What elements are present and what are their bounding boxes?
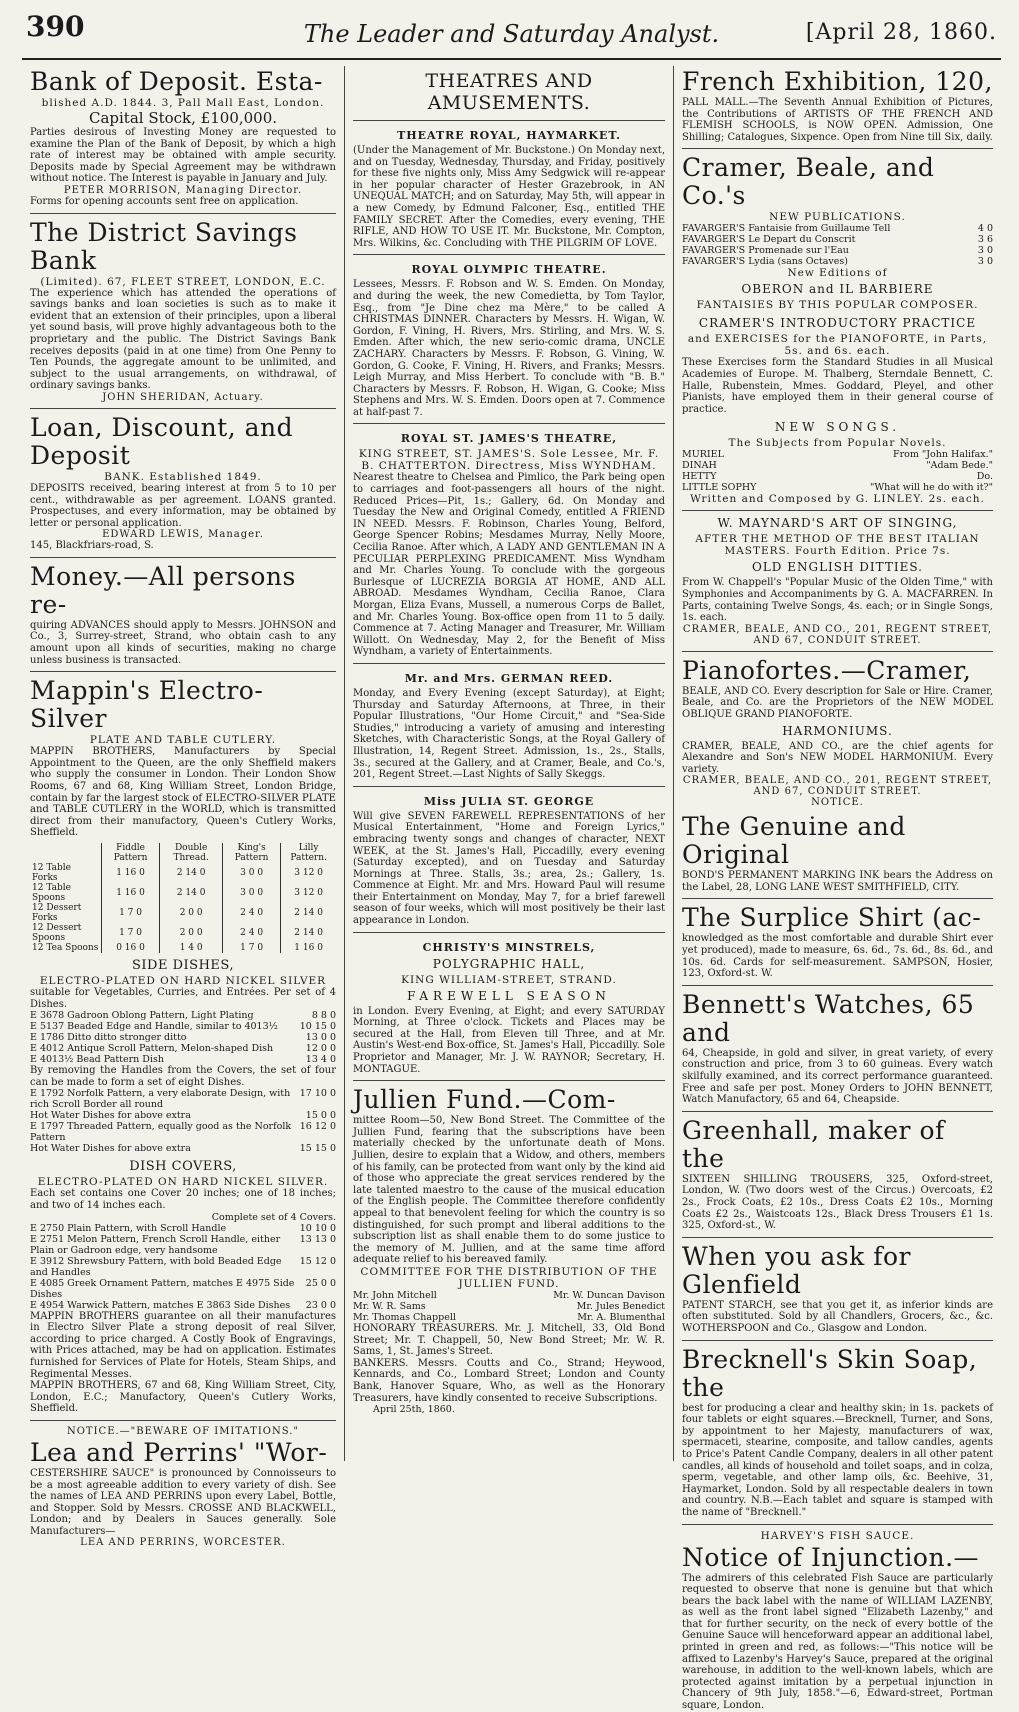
table-row [30,883,336,903]
ad-subtitle: PLATE AND TABLE CUTLERY. [89,734,277,747]
ad-haymarket [353,129,665,249]
item-price: 15 15 0 [299,1143,336,1155]
ad-new-songs [682,420,993,505]
ad-side-dishes [30,958,336,1154]
table-cell: 2 14 0 [160,863,223,883]
divider [353,1080,665,1081]
ad-title: The Genuine and Original [682,812,906,870]
member-name: Mr. W. Duncan Davison [553,1289,665,1301]
table-row [30,863,336,883]
item-price: 10 10 0 [299,1222,336,1234]
ad-body: PATENT STARCH, see that you get it, as inferior kinds are often substituted. Sold by all Chandlers, Grocers, &c., &c. WOTHERSPOON and Co., Glasgow and London. [682,1299,993,1334]
song-source: Do. [976,471,993,483]
list-item [30,1223,336,1234]
table-cell: 1 16 0 [281,943,336,953]
ad-genuine-marking-ink [682,813,993,893]
item-price: 17 10 0 [299,1088,336,1100]
ad-signature: CRAMER, BEALE, AND CO., 201, REGENT STREET, AND 67, CONDUIT STREET. [682,775,993,798]
divider [682,1111,993,1112]
column-2 [344,66,674,1461]
list-item [353,1290,665,1301]
ad-body: From W. Chappell's "Popular Music of the Olden Time," with Symphonies and Accompaniments by G. A. MACFARREN. In Parts, containing Twelve Songs, 4s. each; or in Single Songs, 1s. each. [682,577,993,624]
theatre-title: ROYAL OLYMPIC THEATRE. [411,263,607,277]
table-header: Lilly Pattern. [281,843,336,863]
list-item [682,245,993,256]
ad-jullien-fund [353,1086,665,1415]
list-item [682,223,993,234]
ad-title: French Exhibition, 120, [682,67,993,96]
divider [30,1420,336,1421]
list-item [30,1110,336,1121]
ad-body: in London. Every Evening, at Eight; and every SATURDAY Morning, at Three o'clock. Tickets and Places may be secured at the Hall, from Eleven till Three, and at Mr. Austin's West-end Box-office, St. James's Hall, Piccadilly. Sole Proprietor and Manager, Mr. J. W. RAYNOR; Secretary, H. MONTAGUE. [353,1005,665,1075]
table-cell: 3 0 0 [222,863,280,883]
ad-title: Bank of Deposit. Esta- [30,67,323,96]
column-head-label: Complete set of 4 Covers. [211,1211,336,1223]
ad-harvey-fish-sauce [682,1530,993,1712]
list-item [682,482,993,493]
ad-body: DEPOSITS received, bearing interest at from 5 to 10 per cent., withdrawable as per agreement. LOANS granted. Prospectuses, and every information, may be obtained by letter or personal application. [30,482,336,529]
section-note: By removing the Handles from the Covers, the set of four can be made to form a set of eight Dishes. [30,1065,336,1088]
member-name: Mr. Jules Benedict [576,1300,665,1312]
list-item [30,1010,336,1021]
song-credit: Written and Composed by G. LINLEY. 2s. each. [690,493,985,506]
divider [353,786,665,787]
table-cell: 12 Tea Spoons [32,943,99,953]
ad-dish-covers [30,1159,336,1415]
item-label: E 4085 Greek Ornament Pattern, matches E 4975 Side Dishes [30,1277,295,1300]
member-name: Mr. W. R. Sams [353,1300,426,1312]
item-label: Hot Water Dishes for above extra [30,1110,191,1122]
item-label: E 2750 Plain Pattern, with Scroll Handle [30,1222,227,1234]
song-source: "What will he do with it?" [869,482,993,494]
song-title: DINAH [682,460,717,472]
section-subtitle: ELECTRO-PLATED ON HARD NICKEL SILVER [39,975,327,987]
ad-title: When you ask for Glenfield [682,1241,911,1299]
divider [682,148,993,149]
table-cell: 2 4 0 [222,903,280,923]
ad-body: mittee Room—50, New Bond Street. The Committee of the Jullien Fund, fearing that the subscriptions have been materially checked by the unfortunate death of Mons. Jullien, desire to explain that a Widow, and others, members of his family, can be protected from want only by the kind aid of those who appreciate the great services rendered by the late talented maestro to the cause of the musical education of the English people. The Committee therefore confidently appeal to that benevolent feeling for which the country is so distinguished, for such prompt and liberal additions to the subscription list as shall enable them to do some justice to the memory of M. Jullien, and at the same time afford adequate relief to his bereaved family. [353,1115,665,1266]
section-title: DISH COVERS, [129,1159,237,1175]
ad-julia-st-george [353,795,665,927]
ad-body: MAPPIN BROTHERS, Manufacturers by Special Appointment to the Queen, are the only Sheffield makers who supply the consumer in London. Their London Show Rooms, 67 and 68, King William Street, London Bridge, contain by far the largest stock of ELECTRO-SILVER PLATE and TABLE CUTLERY in the WORLD, which is transmitted direct from their manufactory, Queen's Cutlery Works, Sheffield. [30,746,336,839]
masthead-title: The Leader and Saturday Analyst. [303,20,720,48]
divider [682,1237,993,1238]
ad-title: Brecknell's Skin Soap, the [682,1344,978,1402]
ad-subtitle: NEW PUBLICATIONS. [769,211,906,224]
member-name: Mr. John Mitchell [353,1289,437,1301]
item-price: 3 0 [977,256,993,268]
fantasies-line: FANTAISIES BY THIS POPULAR COMPOSER. [696,299,979,312]
ad-cramer-beale [682,154,993,311]
item-label: FAVARGER'S Le Depart du Conscrit [682,234,856,246]
item-price: 10 15 0 [299,1021,336,1033]
list-item [30,1300,336,1311]
ad-title: Greenhall, maker of the [682,1115,945,1173]
ad-body: knowledged as the most comfortable and durable Shirt ever yet produced), made to measure, 6s. 6d., 7s. 6d., 8s. 6d., and 10s. 6d. Cards for self-measurement. SAMPSON, Hosier, 123, Oxford-st. W. [682,933,993,980]
list-item [30,1234,336,1256]
list-item [30,1043,336,1054]
table-row [30,943,336,953]
table-cell: 3 12 0 [281,883,336,903]
list-item [30,1278,336,1300]
table-cell: 2 0 0 [160,923,223,943]
table-cell: 12 Dessert Forks [32,903,82,923]
ad-body: These Exercises form the Standard Studies in all Musical Academies of Europe. M. Thalberg, Sterndale Bennett, C. Halle, Rubenstein, Mmes. Goddard, Pleyel, and other Pianists, have employed them in their general course of practice. [682,357,993,415]
song-title: HETTY [682,471,717,483]
page-header [22,0,1001,60]
ad-body: MAPPIN BROTHERS guarantee on all their manufactures in Electro Silver Plate a strong deposit of real Silver, according to price charged. A Costly Book of Engravings, with Prices attached, may be had on application. Estimates furnished for Services of Plate for Hotels, Steam Ships, and Regimental Messes. [30,1310,336,1380]
ad-body: SIXTEEN SHILLING TROUSERS, 325, Oxford-street, London, W. (Two doors west of the Circus.) Overcoats, £2 2s., Frock Coats, £2 10s., Dress Coats £2 10s., Morning Coats £2 2s., Waistcoats 12s., Black Dress Trousers £1 1s. 325, Oxford-st., W. [682,1173,993,1232]
ad-signature: PETER MORRISON, Managing Director. [63,184,303,196]
item-label: E 4013½ Bead Pattern Dish [30,1054,164,1066]
ad-body: PALL MALL.—The Seventh Annual Exhibition of Pictures, the Contributions of ARTISTS OF THE FRENCH AND FLEMISH SCHOOLS, is NOW OPEN. Admission, One Shilling; Catalogues, Sixpence. Open from Nine till Six, daily. [682,97,993,143]
list-item [682,449,993,460]
ad-olympic [353,263,665,418]
committee-title: COMMITTEE FOR THE DISTRIBUTION OF THE JULLIEN FUND. [360,1265,658,1290]
table-cell: 1 16 0 [101,883,160,903]
table-cell: 2 4 0 [222,923,280,943]
table-cell: 0 16 0 [101,943,160,953]
columns [22,66,1001,1712]
song-source: From "John Halifax." [893,449,993,461]
new-editions: New Editions of [787,267,888,280]
theatre-title: Miss JULIA ST. GEORGE [423,794,595,808]
ad-address: MAPPIN BROTHERS, 67 and 68, King William Street, City, London, E.C.; Manufactory, Queen's Cutlery Works, Sheffield. [30,1380,336,1415]
item-price: 25 0 0 [305,1277,336,1289]
ad-title: Jullien Fund.—Com- [353,1085,616,1115]
table-cell: 3 0 0 [222,883,280,903]
ad-body: Nearest theatre to Chelsea and Pimlico, the Park being open to carriages and foot-passengers all hours of the night. Reduced Prices—Pit, 1s.; Gallery, 6d. On Monday and Tuesday the New and Original Comedy, entitled A FRIEND IN NEED. Messrs. F. Robinson, Charles Young, Belford, George Spencer Robins; Mesdames Murray, Nelly Moore, Cecilia Ranoe. After which, A LADY AND GENTLEMAN IN A PECULIAR PERPLEXING PREDICAMENT. Miss Wyndham and Mr. Charles Young. To conclude with the gorgeous Burlesque of LUCREZIA BORGIA AT HOME, AND ALL ABROAD. Mesdames Wyndham, Cecilia Ranoe, Clara Morgan, Eliza Evans, Mussell, a numerous Corps de Ballet, and Mr. Charles Young. Box-office open from 11 to 5 daily. Commence at 7. Acting Manager and Treasurer, Mr. William Willott. On Wednesday, May 2, for the Benefit of Miss Wyndham, a variety of Entertainments. [353,472,665,658]
divider [30,557,336,558]
ad-body: BOND'S PERMANENT MARKING INK bears the Address on the Label, 28, LONG LANE WEST SMITHFIELD, CITY. [682,870,993,893]
ad-signature: CRAMER, BEALE, AND CO., 201, REGENT STREET, AND 67, CONDUIT STREET. [682,623,993,646]
ad-maynard-singing [682,516,993,645]
ad-bank-of-deposit [30,68,336,208]
item-label: E 4954 Warwick Pattern, matches E 3863 Side Dishes [30,1299,291,1311]
list-item [682,234,993,245]
list-item [682,256,993,267]
table-cell: 12 Dessert Spoons [32,923,82,943]
section-subtitle: ELECTRO-PLATED ON HARD NICKEL SILVER. [37,1176,329,1189]
ad-body: Monday, and Every Evening (except Saturday), at Eight; Thursday and Saturday Afternoons, at Three, in their Popular Illustrations, "Our Home Circuit," and "Sea-Side Studies," introducing a variety of amusing and interesting Sketches, with Characteristic Songs, at the Royal Gallery of Illustration, 14, Regent Street. Admission, 1s., 2s., Stalls, 3s., secured at the Gallery, and at Cramer, Beale, and Co.'s, 201, Regent Street.—Last Nights of Sally Skeggs. [353,687,665,781]
ad-body: Will give SEVEN FAREWELL REPRESENTATIONS of her Musical Entertainment, "Home and Foreign Lyrics," embracing twenty songs and changes of character, NEXT WEEK, at the St. James's Hall, Piccadilly, every evening (Saturday excepted), and on Tuesday and Saturday Mornings at Three. Stalls, 3s.; area, 2s.; Gallery, 1s. Commence at Eight. Mr. and Mrs. Howard Paul will resume their Entertainment on Monday, May 7, for a brief farewell season of four weeks, which will most positively be their last appearance in London. [353,810,665,927]
divider [30,213,336,214]
song-source: "Adam Bede." [926,460,993,472]
list-item [30,1256,336,1278]
ad-title: Mappin's Electro-Silver [30,676,264,734]
song-title: LITTLE SOPHY [682,482,757,494]
item-price: 12 0 0 [305,1043,336,1055]
item-price: 15 0 0 [305,1110,336,1122]
table-cell: 1 7 0 [101,923,160,943]
table-cell: 3 12 0 [281,863,336,883]
divider [353,120,665,121]
section-intro: suitable for Vegetables, Curries, and Entrées. Per set of 4 Dishes. [30,987,336,1010]
ad-body-2: CRAMER, BEALE, AND CO., are the chief agents for Alexandre and Son's NEW MODEL HARMONIUM. Every variety. [682,740,993,775]
column-3 [674,66,1001,1712]
table-cell: 2 14 0 [281,903,336,923]
ad-title: W. MAYNARD'S ART OF SINGING, [717,516,958,531]
table-row [30,923,336,943]
ad-title: CRAMER'S INTRODUCTORY PRACTICE [698,316,977,331]
ad-title: Pianofortes.—Cramer, [682,655,972,685]
list-item [30,1143,336,1154]
theatre-title: THEATRE ROYAL, HAYMARKET. [397,129,621,142]
divider [353,663,665,664]
ad-signature: LEA AND PERRINS, WORCESTER. [80,1537,286,1549]
ad-body: CESTERSHIRE SAUCE" is pronounced by Connoisseurs to be a most agreeable addition to every variety of dish. See the names of LEA AND PERRINS upon every Label, Bottle, and Stopper. Sold by Messrs. CROSSE AND BLACKWELL, London; and by Dealers in Sauces generally. Sole Manufacturers— [30,1467,336,1537]
page-number: 390 [26,10,85,43]
table-cell: 1 7 0 [101,903,160,923]
divider [682,651,993,652]
ad-christys-minstrels [353,941,665,1076]
ad-notice: NOTICE.—"BEWARE OF IMITATIONS." [66,1425,300,1437]
list-item [30,1054,336,1065]
divider [682,898,993,899]
ad-title: Money.—All persons re- [30,561,296,619]
item-price: 3 0 [977,245,993,257]
ad-french-exhibition [682,68,993,143]
member-name: Mr. A. Blumenthal [577,1311,665,1323]
item-label: FAVARGER'S Lydia (sans Octaves) [682,256,848,268]
ad-body: The admirers of this celebrated Fish Sauce are particularly requested to observe that none is genuine but that which bears the back label with the name of WILLIAM LAZENBY, as well as the front label signed "Elizabeth Lazenby," and that for further security, on the neck of every bottle of the Genuine Sauce will henceforward appear an additional label, printed in green and red, as follows:—"This notice will be affixed to Lazenby's Harvey's Sauce, prepared at the original warehouse, in addition to the well-known labels, which are protected against imitation by a perpetual injunction in Chancery of 9th July, 1858."—6, Edward-street, Portman square, London. [682,1572,993,1712]
ad-subtitle: The Subjects from Popular Novels. [728,437,947,450]
ad-money-advances [30,563,336,666]
ad-german-reed [353,672,665,781]
item-label: E 4012 Antique Scroll Pattern, Melon-shaped Dish [30,1043,274,1055]
list-item [30,1088,336,1110]
item-label: E 3912 Shrewsbury Pattern, with bold Beaded Edge and Handles [30,1255,282,1278]
divider [30,671,336,672]
item-price: 15 12 0 [299,1255,336,1267]
divider [353,423,665,424]
divider [353,932,665,933]
ad-subtitle: and EXERCISES for the PIANOFORTE, in Parts, 5s. and 6s. each. [687,333,988,358]
item-label: Hot Water Dishes for above extra [30,1143,191,1155]
item-price: 23 0 0 [305,1299,336,1311]
song-title: MURIEL [682,449,724,461]
ad-greenhall-trousers [682,1117,993,1232]
table-header: King's Pattern [222,843,280,863]
ad-mappin-electro-silver [30,677,336,953]
ad-body: The experience which has attended the operations of savings banks and loan societies is such as to make it evident that an extension of their principles, upon a liberal yet sound basis, will prove highly advantageous both to the proprietary and the public. The District Savings Bank receives deposits (paid in at one time) from One Penny to Ten Pounds, the aggregate amount to be unlimited, and subject to the usual arrangements, on withdrawal, of ordinary savings banks. [30,287,336,392]
list-item [30,1032,336,1043]
ad-body: best for producing a clear and healthy skin; in 1s. packets of four tablets or eight squares.—Brecknell, Turner, and Sons, by appointment to her Majesty, manufacturers of wax, spermaceti, stearine, composite, and tallow candles, agents to Price's Patent Candle Company, dealers in all other patent candles, all kinds of household and toilet soaps, and in colza, sperm, vegetable, and other lamp oils, &c. Beehive, 31, Haymarket, London. Sold by all respectable dealers in town and country. N.B.—Each tablet and square is stamped with the name of "Brecknell." [682,1402,993,1518]
table-cell: 1 7 0 [222,943,280,953]
item-label: FAVARGER'S Fantaisie from Guillaume Tell [682,223,891,235]
item-price: 13 4 0 [305,1054,336,1066]
ad-brecknell-soap [682,1346,993,1519]
list-item [682,460,993,471]
ad-body: BEALE, AND CO. Every description for Sale or Hire. Cramer, Beale, and Co. are the Proprietors of the NEW MODEL OBLIQUE GRAND PIANOFORTE. [682,685,993,720]
theatre-title: ROYAL ST. JAMES'S THEATRE, [400,432,618,446]
ad-bennett-watches [682,991,993,1106]
ad-title: NEW SONGS. [774,420,901,435]
ad-body: 64, Cheapside, in gold and silver, in great variety, of every construction and price, from 3 to 60 guineas. Every watch skilfully examined, and its correct performance guaranteed. Free and safe per post. Money Orders to JOHN BENNETT, Watch Manufactory, 65 and 64, Cheapside. [682,1047,993,1106]
divider [682,1524,993,1525]
column-head [30,1212,336,1223]
venue-name: POLYGRAPHIC HALL, [432,956,586,971]
item-label: E 1786 Ditto ditto stronger ditto [30,1032,187,1044]
item-price: 13 13 0 [299,1233,336,1245]
item-label: E 5137 Beaded Edge and Handle, similar to 4013½ [30,1021,278,1033]
ad-body: (Under the Management of Mr. Buckstone.) On Monday next, and on Tuesday, Wednesday, Thursday, and Friday, positively for these five nights only, Miss Amy Sedgwick will re-appear in her popular character of Hester Grazebrook, in AN UNEQUAL MATCH; and on Saturday, May 5th, will appear in a new Comedy, by Edmund Falconer, Esq., entitled THE FAMILY SECRET. After the Comedies, every evening, THE RIFLE, AND HOW TO USE IT. Mr. Buckstone, Mr. Compton, Mrs. Wilkins, &c. Concluding with THE PILGRIM OF LOVE. [353,145,665,249]
ad-pianofortes [682,657,993,809]
harmoniums-title: HARMONIUMS. [782,723,893,738]
section-title: SIDE DISHES, [132,958,234,973]
section-intro: Each set contains one Cover 20 inches; one of 18 inches; and two of 14 inches each. [30,1188,336,1211]
divider [682,985,993,986]
list-item [353,1312,665,1323]
ad-loan-discount [30,414,336,552]
ad-title: The Surplice Shirt (ac- [682,903,982,933]
treasurers: HONORARY TREASURERS. Mr. J. Mitchell, 33, Old Bond Street; Mr. T. Chappell, 50, New Bond Street; Mr. W. R. Sams, 1, St. James's Street. [353,1322,665,1358]
ad-lea-and-perrins [30,1426,336,1549]
ad-glenfield-starch [682,1243,993,1335]
item-price: 3 6 [977,234,993,246]
ad-title: Notice of Injunction.— [682,1542,980,1572]
list-item [682,471,993,482]
cutlery-price-table [30,843,336,953]
item-price: 8 8 0 [311,1010,336,1022]
ad-title: Loan, Discount, and Deposit [30,412,294,470]
ad-signature: EDWARD LEWIS, Manager. [102,529,264,541]
divider [682,510,993,511]
ad-title: Bennett's Watches, 65 and [682,989,975,1047]
farewell-season: FAREWELL SEASON [407,988,611,1003]
item-label: E 1797 Threaded Pattern, equally good as the Norfolk Pattern [30,1121,292,1144]
ad-body: quiring ADVANCES should apply to Messrs. JOHNSON and Co., 3, Surrey-street, Strand, who obtain cash to any amount upon all kinds of securities, making no charge unless business is transacted. [30,619,336,666]
ad-capital: Capital Stock, £100,000. [88,109,278,127]
ad-subtitle: HARVEY'S FISH SAUCE. [760,1529,915,1542]
item-label: E 3678 Gadroon Oblong Pattern, Light Plating [30,1010,254,1022]
list-item [30,1021,336,1032]
item-price: 13 0 0 [305,1032,336,1044]
ad-cramer-introductory [682,316,993,415]
table-cell: 12 Table Forks [32,863,71,883]
ad-date: April 25th, 1860. [373,1404,455,1416]
ditties-title: OLD ENGLISH DITTIES. [752,560,923,575]
table-row [30,903,336,923]
ad-title: Lea and Perrins' "Wor- [30,1437,328,1467]
table-cell: 1 16 0 [101,863,160,883]
divider [682,1340,993,1341]
notice-label: NOTICE. [811,797,864,809]
bankers: BANKERS. Messrs. Coutts and Co., Strand; Heywood, Kennards, and Co., Lombard Street; London and County Bank, Hanover Square, Who, as well as the Honorary Treasurers, have kindly consented to receive Subscriptions. [353,1357,665,1404]
theatre-title: CHRISTY'S MINSTRELS, [422,940,596,954]
table-header [30,843,101,863]
column-1 [22,66,344,1549]
table-header: Fiddle Pattern [101,843,160,863]
theatre-title: Mr. and Mrs. GERMAN REED. [404,671,614,685]
table-cell: 12 Table Spoons [32,883,71,903]
ad-subtitle: (Limited). 67, FLEET STREET, LONDON, E.C. [40,275,326,288]
member-name: Mr. Thomas Chappell [353,1311,456,1323]
venue-address: KING WILLIAM-STREET, STRAND. [401,973,617,986]
list-item [353,1301,665,1312]
item-label: E 1792 Norfolk Pattern, a very elaborate Design, with rich Scroll Border all round [30,1088,291,1111]
ad-footnote: Forms for opening accounts sent free on application. [30,195,299,207]
ad-subtitle: BANK. Established 1849. [104,470,262,483]
list-item [30,1121,336,1143]
table-header: Double Thread. [160,843,223,863]
section-heading: THEATRES AND AMUSEMENTS. [425,70,593,114]
ad-subtitle: blished A.D. 1844. 3, Pall Mall East, London. [41,97,325,109]
ad-title: The District Savings Bank [30,217,298,275]
ad-title: Cramer, Beale, and Co.'s [682,153,935,211]
divider [353,254,665,255]
ad-st-james [353,432,665,658]
table-cell: 2 14 0 [160,883,223,903]
table-cell: 2 14 0 [281,923,336,943]
table-cell: 2 0 0 [160,903,223,923]
ad-body: Parties desirous of Investing Money are requested to examine the Plan of the Bank of Deposit, by which a high rate of interest may be obtained with ample security. Deposits made by Special Agreement may be withdrawn without notice. The Interest is payable in January and July. [30,127,336,185]
ad-signature: JOHN SHERIDAN, Actuary. [102,391,264,403]
issue-date: [April 28, 1860. [805,20,997,45]
item-label: E 2751 Melon Pattern, French Scroll Handle, either Plain or Gadroon edge, very handsome [30,1233,281,1256]
table-cell: 1 4 0 [160,943,223,953]
ad-subtitle: AFTER THE METHOD OF THE BEST ITALIAN MASTERS. Fourth Edition. Price 7s. [695,533,980,558]
ad-surplice-shirt [682,904,993,979]
divider [30,408,336,409]
ad-address: 145, Blackfriars-road, S. [30,540,154,552]
item-label: FAVARGER'S Promenade sur l'Eau [682,245,849,257]
item-price: 16 12 0 [299,1121,336,1133]
oberon-title: OBERON and IL BARBIERE [741,282,934,297]
ad-district-savings-bank [30,219,336,403]
ad-body: Lessees, Messrs. F. Robson and W. S. Emden. On Monday, and during the week, the new Comedietta, by Tom Taylor, Esq., from "Je Dine chez ma Mère," to be called A CHRISTMAS DINNER. Characters by Messrs. H. Wigan, W. Gordon, F. Vining, H. Rivers, Mrs. Stirling, and Mrs. W. S. Emden. After which, the new serio-comic drama, UNCLE ZACHARY. Characters by Messrs. F. Robson, G. Vining, W. Gordon, G. Cooke, F. Vining, H. Rivers, and Franks; Messrs. Leigh Murray, and Miss Herbert. To conclude with "B. B." Characters by Messrs. F. Robson, H. Wigan, G. Cooke; Miss Stephens and Mrs. W. S. Emden. Doors open at 7. Commence at half-past 7. [353,279,665,418]
ad-subtitle: KING STREET, ST. JAMES'S. Sole Lessee, Mr. F. B. CHATTERTON. Directress, Miss WYNDHAM. [358,448,660,473]
item-price: 4 0 [977,223,993,235]
